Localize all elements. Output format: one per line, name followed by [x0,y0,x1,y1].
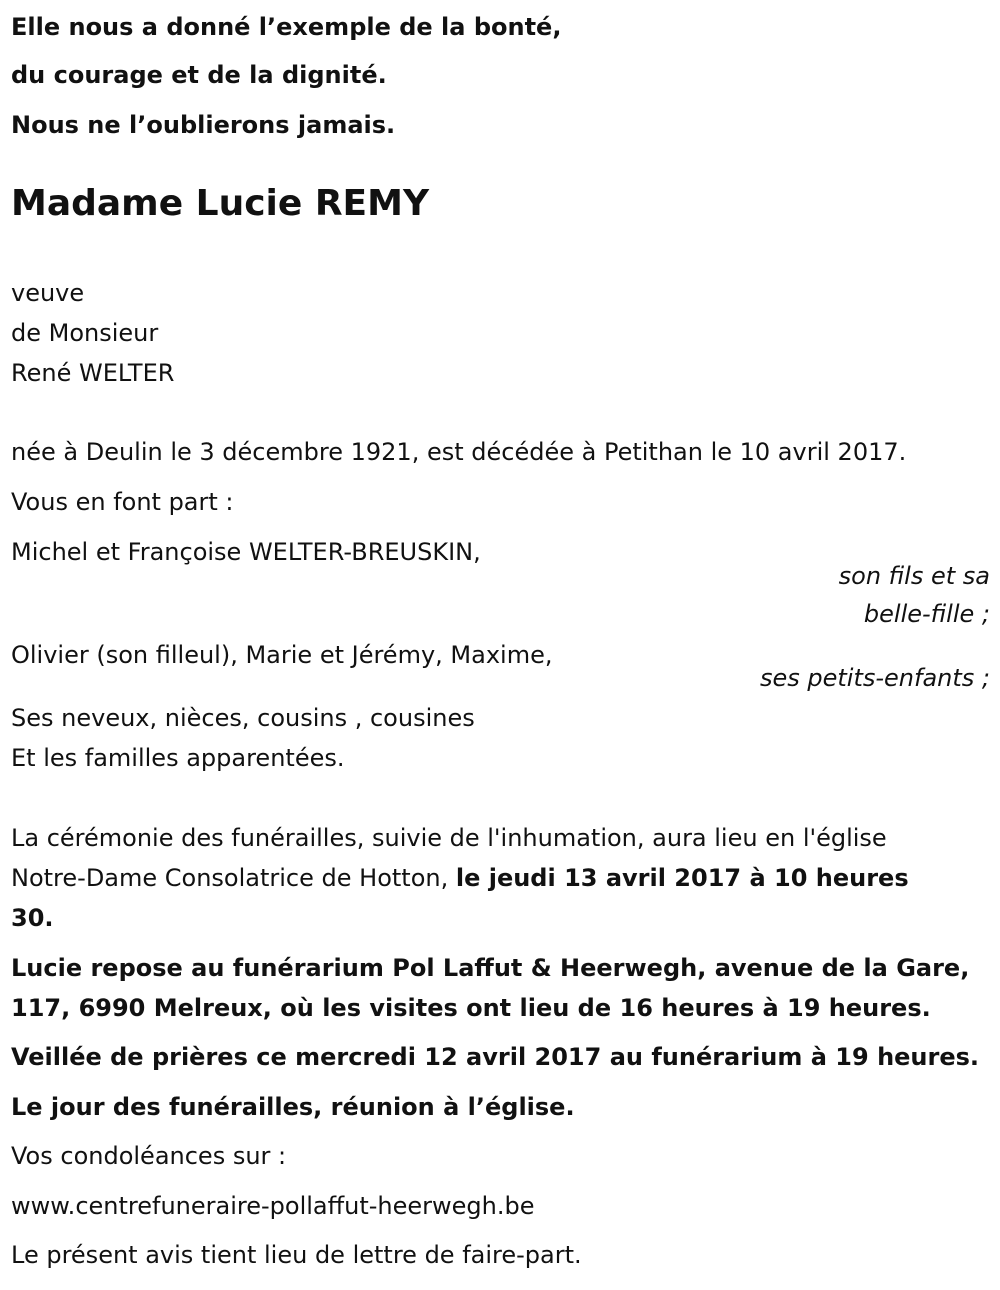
meeting-line: Le jour des funérailles, réunion à l’église. [11,1093,575,1121]
family-grandchildren-names: Olivier (son filleul), Marie et Jérémy, Maxime, [11,641,553,669]
ceremony-line-1: La cérémonie des funérailles, suivie de l'inhumation, aura lieu en l'église [11,824,887,852]
ceremony-line-3: 30. [11,904,54,932]
condolences-label: Vos condoléances sur : [11,1142,287,1170]
spouse-line-1: veuve [11,279,85,307]
family-others-2: Et les familles apparentées. [11,744,345,772]
family-son-names: Michel et Françoise WELTER-BREUSKIN, [11,538,481,566]
family-grandchildren-relation: ses petits-enfants ; [759,664,990,692]
family-son-relation-2: belle-fille ; [863,600,990,628]
ceremony-line-2 [11,863,909,893]
epigraph-line-2: du courage et de la dignité. [11,61,387,89]
rest-line-2: 117, 6990 Melreux, où les visites ont lieu de 16 heures à 19 heures. [11,994,931,1022]
family-others-1: Ses neveux, nièces, cousins , cousines [11,704,475,732]
epigraph-line-3: Nous ne l’oublierons jamais. [11,111,396,139]
website-link[interactable]: www.centrefuneraire-pollaffut-heerwegh.be [11,1192,535,1220]
closing-line: Le présent avis tient lieu de lettre de faire-part. [11,1241,582,1269]
spouse-line-2: de Monsieur [11,319,159,347]
deceased-name: Madame Lucie REMY [11,183,430,224]
rest-line-1: Lucie repose au funérarium Pol Laffut & Heerwegh, avenue de la Gare, [11,954,970,982]
epigraph-line-1: Elle nous a donné l’exemple de la bonté, [11,13,562,41]
spouse-line-3: René WELTER [11,359,175,387]
ceremony-place: Notre-Dame Consolatrice de Hotton, [11,864,456,892]
vigil-line: Veillée de prières ce mercredi 12 avril 2017 au funérarium à 19 heures. [11,1043,980,1071]
ceremony-date: le jeudi 13 avril 2017 à 10 heures [455,864,909,892]
family-son-relation-1: son fils et sa [838,562,990,590]
announce-intro: Vous en font part : [11,488,234,516]
birth-death-line: née à Deulin le 3 décembre 1921, est décédée à Petithan le 10 avril 2017. [11,438,907,466]
